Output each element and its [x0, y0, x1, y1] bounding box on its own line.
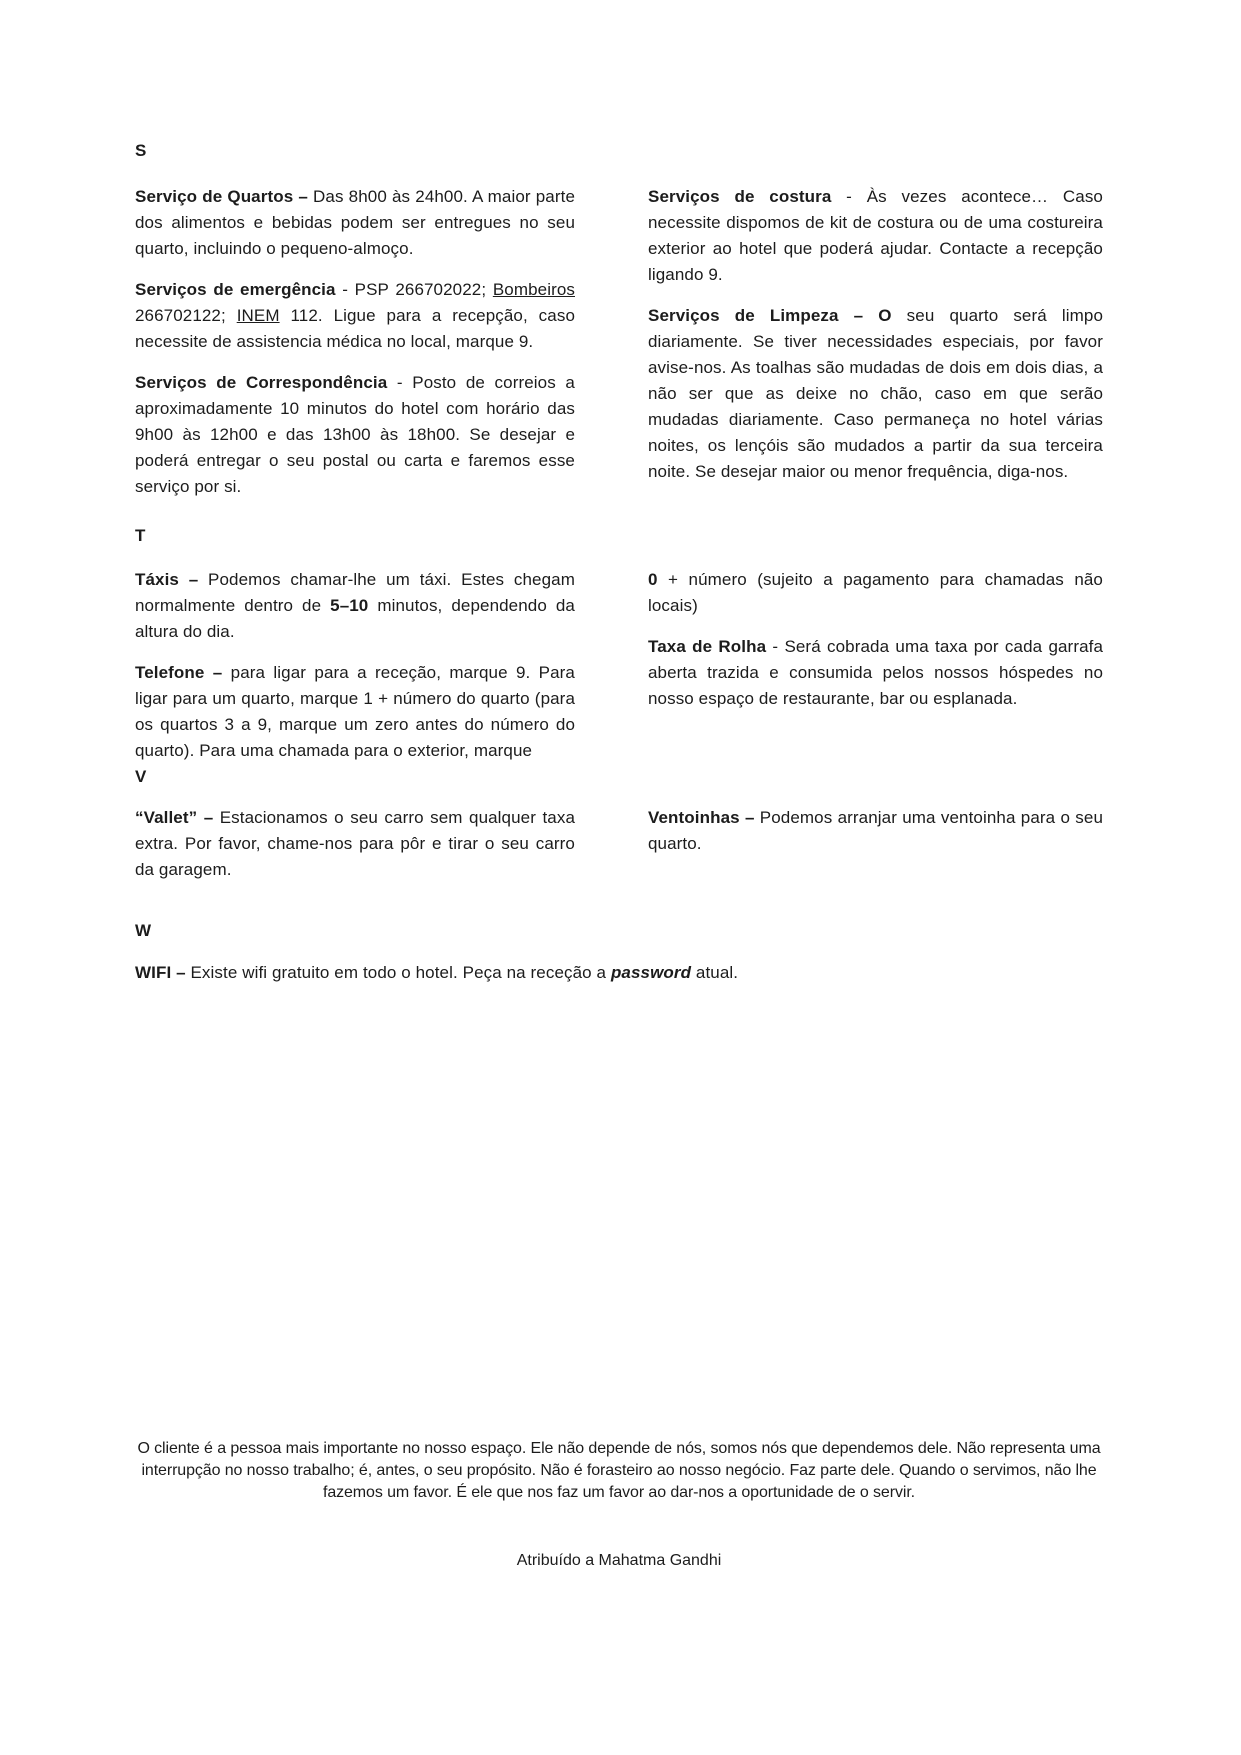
text-segment: 0 — [648, 570, 658, 589]
text-segment: 266702122; — [135, 306, 237, 325]
text-segment: seu quarto será limpo diariamente. Se tiver necessidades especiais, por favor avise-nos. As toalhas são mudadas de dois em dois dias, a não ser que as deixe no chão, caso em que serão mudadas diariamente. Caso permaneça no hotel várias noites, os lençóis são mudados a partir da sua terceira noite. Se desejar maior ou menor frequência, diga-nos. — [648, 306, 1104, 481]
text-segment: Estacionamos o seu carro sem qualquer taxa extra. Por favor, chame-nos para pôr e tirar o seu carro da garagem. — [135, 808, 575, 879]
section-t-right-column — [648, 567, 1103, 805]
text-segment: Táxis – — [135, 570, 209, 589]
text-segment: - PSP 266702022; — [335, 280, 493, 299]
text-segment: Serviço de Quartos – — [135, 187, 314, 206]
text-segment: - Será cobrada uma taxa por cada garrafa aberta trazida e consumida pelos nossos hóspedes no nosso espaço de restaurante, bar ou esplanada. — [648, 637, 1104, 708]
text-segment: Existe wifi gratuito em todo o hotel. Peça na receção a — [190, 963, 611, 982]
paragraph-servicos-de-emergencia — [135, 277, 575, 355]
text-segment: Podemos arranjar uma ventoinha para o seu quarto. — [648, 808, 1104, 853]
section-v-right-column — [648, 805, 1103, 898]
text-segment: 5–10 — [330, 596, 369, 615]
text-segment: “Vallet” – — [135, 808, 220, 827]
paragraph-taxis — [135, 567, 575, 645]
section-s-columns — [135, 184, 1103, 515]
text-segment: Podemos chamar-lhe um táxi. Estes chegam normalmente dentro de — [135, 570, 575, 615]
paragraph-servico-de-quartos — [135, 184, 575, 262]
section-heading-s: S — [135, 141, 147, 160]
text-segment: Serviços de Limpeza – O — [648, 306, 892, 325]
section-s-right-column — [648, 184, 1103, 515]
paragraph-ventoinhas — [648, 805, 1103, 857]
text-segment: password — [610, 963, 692, 982]
section-v-columns — [135, 805, 1103, 898]
footer-attribution: Atribuído a Mahatma Gandhi — [516, 1552, 722, 1569]
section-heading-w: W — [135, 921, 152, 940]
paragraph-numero-exterior — [648, 567, 1103, 619]
text-segment: Ventoinhas – — [648, 808, 760, 827]
section-t-columns — [135, 567, 1103, 805]
text-segment: INEM — [236, 306, 280, 325]
paragraph-telefone — [135, 660, 575, 764]
text-segment: atual. — [691, 963, 739, 982]
text-segment: Serviços de Correspondência — [135, 373, 388, 392]
section-v-left-column — [135, 805, 575, 898]
text-segment: Das 8h00 às 24h00. A maior parte dos alimentos e bebidas podem ser entregues no seu quarto, incluindo o pequeno-almoço. — [135, 187, 575, 258]
text-segment: Bombeiros — [492, 280, 575, 299]
footer-quote-block — [135, 1438, 1103, 1572]
text-segment: para ligar para a receção, marque 9. Para ligar para um quarto, marque 1 + número do quarto (para os quartos 3 a 9, marque um zero antes do número do quarto). Para uma chamada para o exterior, marque — [135, 663, 575, 760]
text-segment: - Às vezes acontece… Caso necessite dispomos de kit de costura ou de uma costureira exterior ao hotel que poderá ajudar. Contacte a recepção ligando 9. — [648, 187, 1103, 284]
text-segment: Telefone – — [135, 663, 231, 682]
text-segment: Serviços de emergência — [135, 280, 336, 299]
footer-quote — [135, 1438, 1103, 1504]
paragraph-taxa-de-rolha — [648, 634, 1103, 712]
text-segment: WIFI – — [135, 963, 191, 982]
text-segment: Taxa de Rolha — [648, 637, 767, 656]
paragraph-servicos-de-correspondencia — [135, 370, 575, 500]
paragraph-wifi — [135, 960, 1103, 986]
text-segment: + número (sujeito a pagamento para chamadas não locais) — [648, 570, 1103, 615]
section-heading-v: V — [135, 767, 147, 786]
text-segment: Serviços de costura — [648, 187, 832, 206]
text-segment: minutos, dependendo da altura do dia. — [135, 596, 575, 641]
paragraph-servicos-de-limpeza — [648, 303, 1103, 485]
paragraph-servicos-de-costura — [648, 184, 1103, 288]
section-s-left-column — [135, 184, 575, 515]
text-segment: - Posto de correios a aproximadamente 10 minutos do hotel com horário das 9h00 às 12h00 e das 13h00 às 18h00. Se desejar e poderá entregar o seu postal ou carta e faremos esse serviço por si. — [135, 373, 575, 496]
paragraph-vallet — [135, 805, 575, 883]
text-segment: 112. Ligue para a recepção, caso necessite de assistencia médica no local, marque 9. — [135, 306, 575, 351]
text-segment: O cliente é a pessoa mais importante no nosso espaço. Ele não depende de nós, somos nós que dependemos dele. Não representa uma interrupção no nosso trabalho; é, antes, o seu propósito. Não é forasteiro ao nosso negócio. Faz parte dele. Quando o servimos, não lhe fazemos um favor. É ele que nos faz um favor ao dar-nos a oportunidade de o servir. — [137, 1440, 1101, 1501]
section-t-left-column — [135, 567, 575, 805]
section-heading-t: T — [135, 526, 146, 545]
